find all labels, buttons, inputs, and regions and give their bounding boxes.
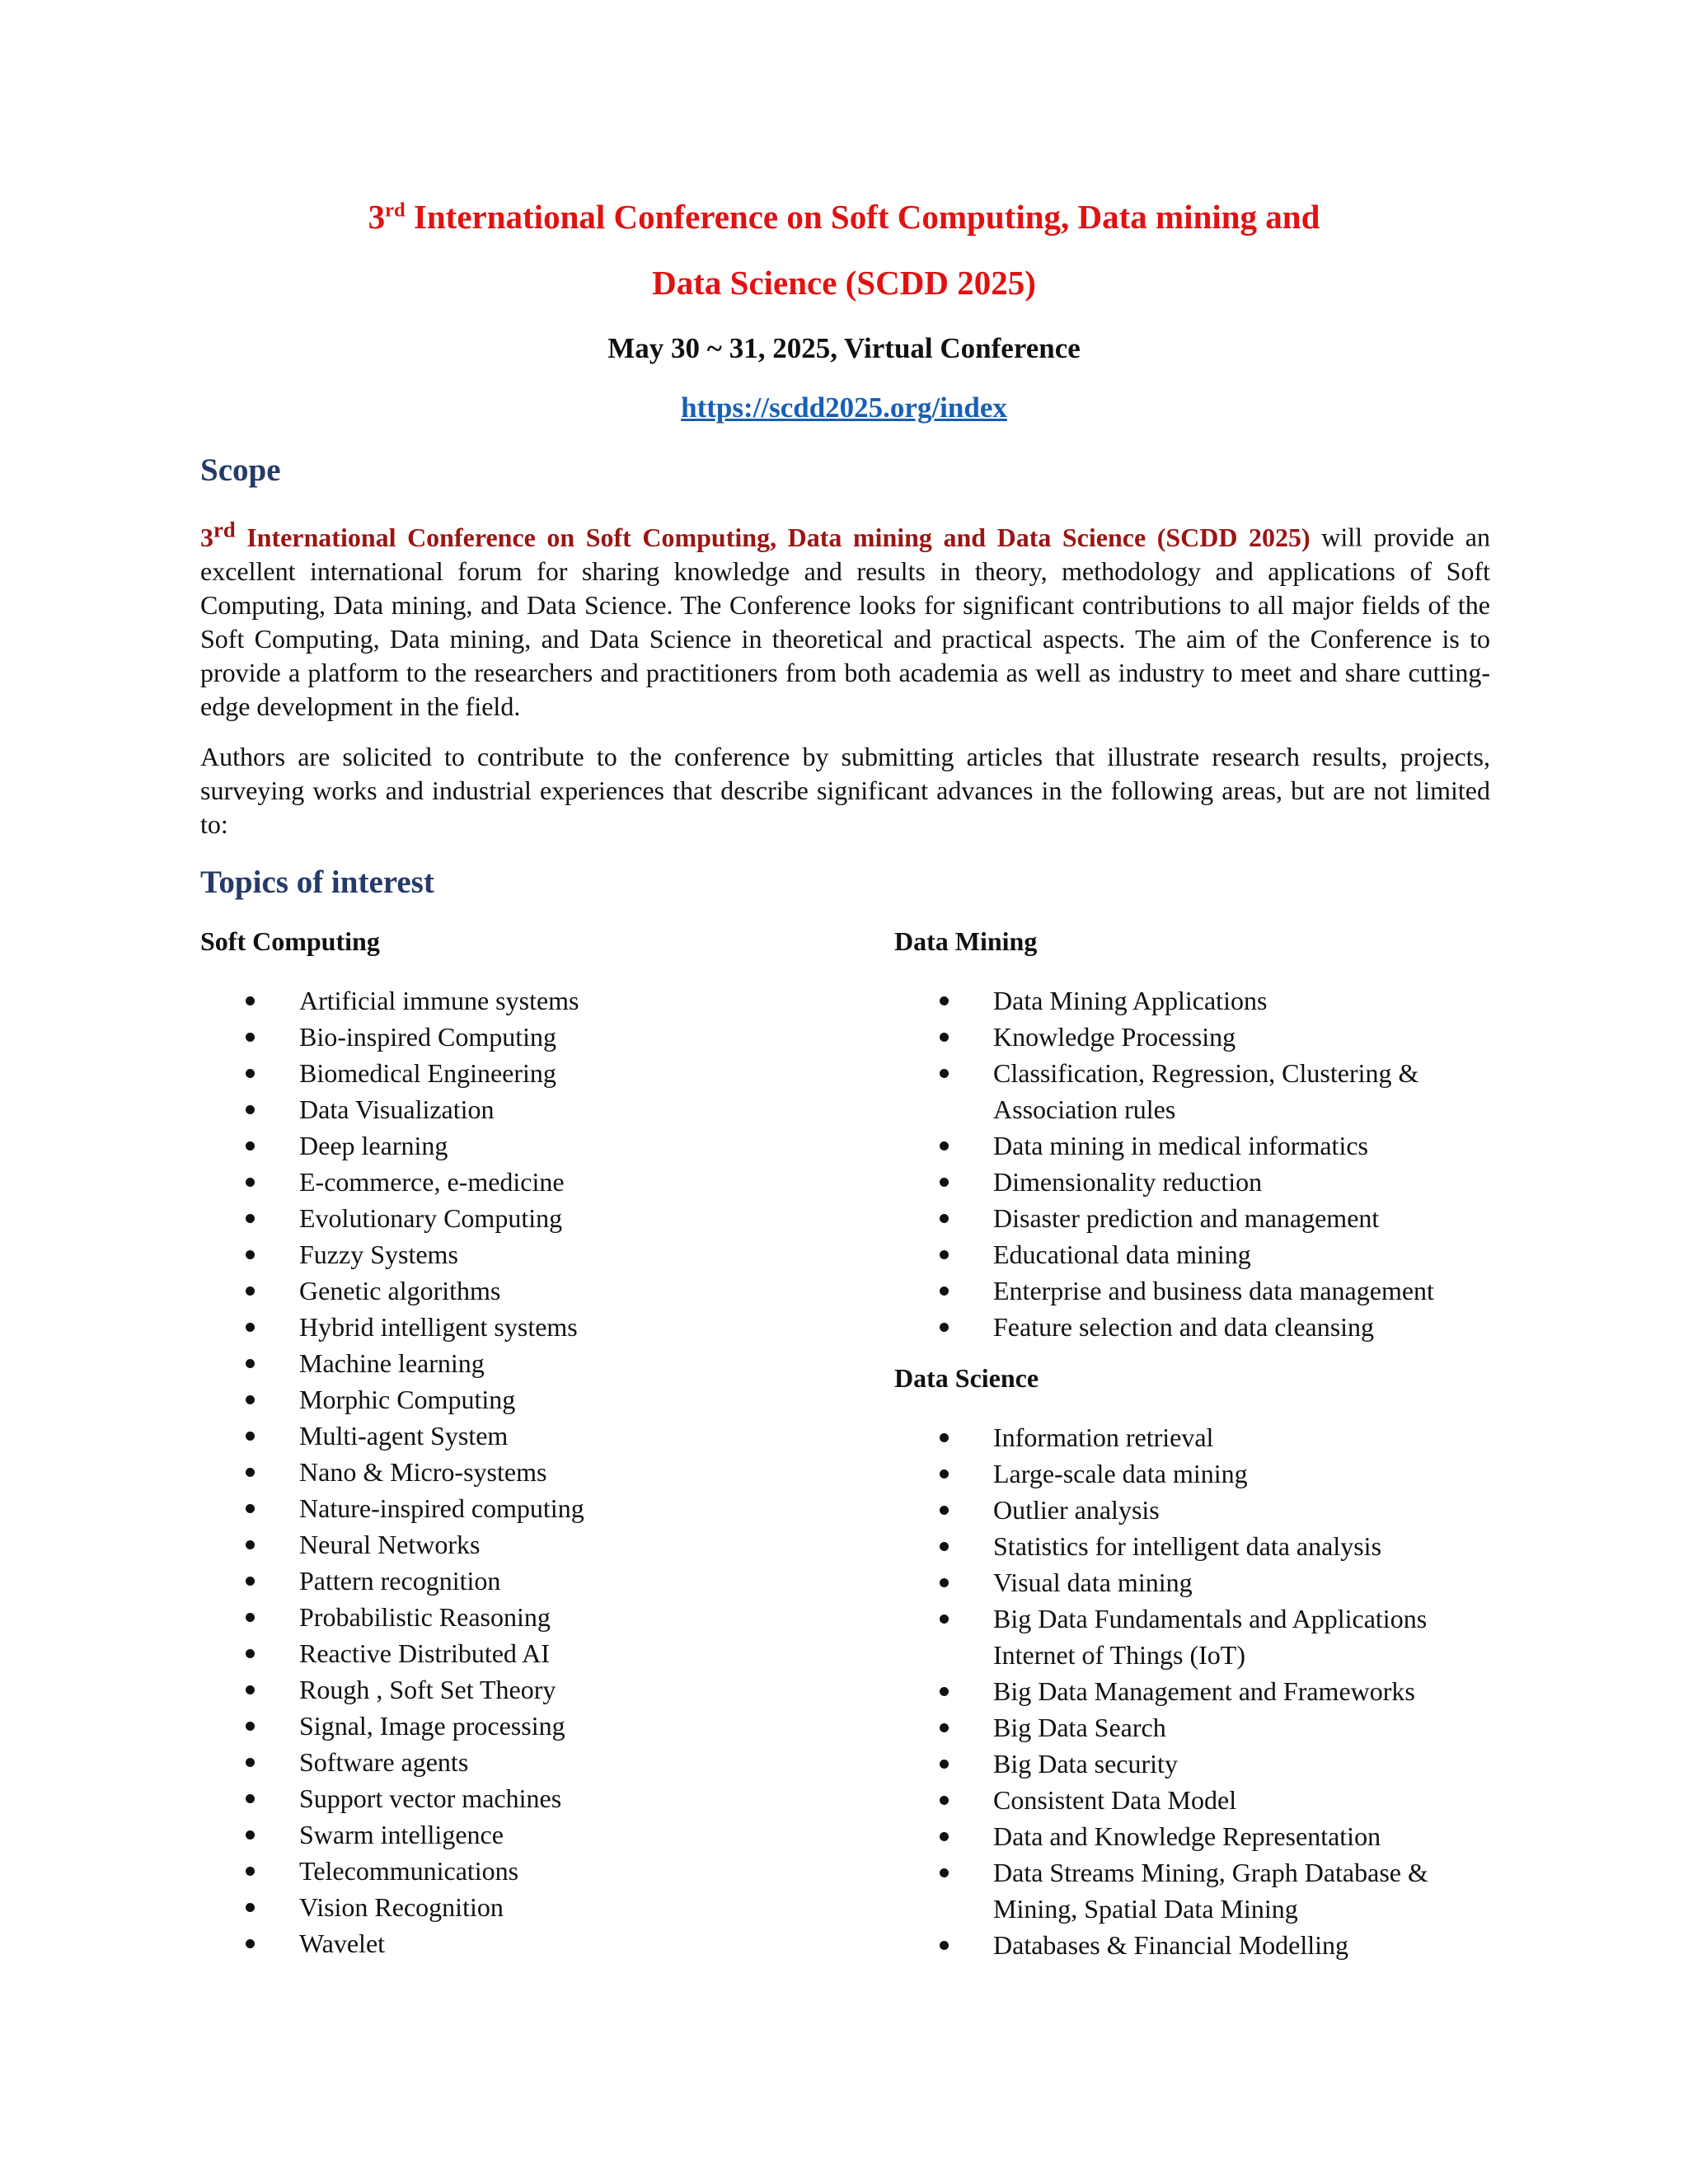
- list-item: [894, 1854, 1488, 1927]
- topic-item-text: Big Data Management and Frameworks: [993, 1676, 1415, 1706]
- topic-item-text: Deep learning: [299, 1131, 448, 1160]
- topic-item-text: Big Data security: [993, 1749, 1178, 1779]
- list-item: [200, 1272, 827, 1309]
- list-item: [894, 982, 1488, 1019]
- lead-ordinal: 3: [200, 522, 213, 552]
- topic-item-text: Artificial immune systems: [299, 986, 579, 1015]
- list-item: [200, 1454, 827, 1490]
- topic-item-text: Pattern recognition: [299, 1566, 501, 1596]
- list-item: [200, 1127, 827, 1164]
- scope-lead: [200, 517, 1311, 552]
- topic-item-text: Hybrid intelligent systems: [299, 1312, 578, 1342]
- topic-item-text: Fuzzy Systems: [299, 1240, 458, 1269]
- topic-item-text: Telecommunications: [299, 1856, 519, 1886]
- topic-item-text: Nature-inspired computing: [299, 1493, 584, 1523]
- topic-item-text: E-commerce, e-medicine: [299, 1167, 565, 1197]
- conference-title-line-2: Data Science (SCDD 2025): [652, 264, 1036, 302]
- list-item: [894, 1309, 1488, 1345]
- list-item: [894, 1236, 1488, 1272]
- topic-item-text: Feature selection and data cleansing: [993, 1312, 1375, 1342]
- topic-item-text: Bio-inspired Computing: [299, 1022, 556, 1052]
- topic-item-text: Enterprise and business data management: [993, 1276, 1434, 1305]
- topic-item-text: Morphic Computing: [299, 1385, 516, 1414]
- topic-item-text: Swarm intelligence: [299, 1820, 504, 1849]
- list-item: [200, 1925, 827, 1961]
- list-item: [894, 1019, 1488, 1055]
- topic-item-text: Genetic algorithms: [299, 1276, 501, 1305]
- list-item: [894, 1272, 1488, 1309]
- list-item: [894, 1127, 1488, 1164]
- topic-item-text: Big Data Search: [993, 1713, 1166, 1742]
- list-item: [200, 1744, 827, 1780]
- list-item: [894, 1200, 1488, 1236]
- topic-item-text: Data Visualization: [299, 1094, 495, 1124]
- topic-item-text: Support vector machines: [299, 1783, 562, 1813]
- title-ordinal-suffix: rd: [385, 199, 406, 222]
- list-item: [894, 1746, 1488, 1782]
- topic-item-text: Knowledge Processing: [993, 1022, 1236, 1052]
- list-item: [894, 1492, 1488, 1528]
- list-item: [200, 1780, 827, 1816]
- topic-item-text: Mining, Spatial Data Mining: [993, 1894, 1298, 1924]
- authors-paragraph: Authors are solicited to contribute to the conference by submitting articles that illustrate research results, projects, surveying works and industrial experiences that describe significant advances in the following areas, but are not limited to:: [200, 742, 1490, 839]
- topic-item-text: Educational data mining: [993, 1240, 1251, 1269]
- topic-item-text: Probabilistic Reasoning: [299, 1602, 551, 1632]
- list-item: [894, 1709, 1488, 1746]
- list-item: [200, 1635, 827, 1671]
- data-mining-list: [894, 982, 1488, 1345]
- topic-item-text: Large-scale data mining: [993, 1459, 1248, 1488]
- data-science-heading: Data Science: [894, 1363, 1039, 1393]
- topics-heading: Topics of interest: [200, 865, 434, 900]
- topic-item-text: Statistics for intelligent data analysis: [993, 1531, 1382, 1561]
- topic-item-text: Data and Knowledge Representation: [993, 1821, 1381, 1851]
- list-item: [200, 1708, 827, 1744]
- topic-item-text: Reactive Distributed AI: [299, 1638, 550, 1668]
- list-item: [200, 1200, 827, 1236]
- topic-item-text: Association rules: [993, 1094, 1176, 1124]
- topic-item-text: Databases & Financial Modelling: [993, 1930, 1349, 1960]
- lead-ordinal-suffix: rd: [213, 517, 236, 541]
- list-item: [200, 1345, 827, 1381]
- topic-item-text: Biomedical Engineering: [299, 1058, 556, 1088]
- topic-item-text: Information retrieval: [993, 1422, 1214, 1452]
- topic-item-text: Multi-agent System: [299, 1421, 509, 1451]
- list-item: [894, 1818, 1488, 1854]
- scope-body-text: will provide an excellent international forum for sharing knowledge and results in theory, methodology and applications of Soft Computing, Data mining, and Data Science. The Conference looks for significant contributions to all major fields of the Soft Computing, Data mining, and Data Science in theoretical and practical aspects. The aim of the Conference is to provide a platform to the researchers and practitioners from both academia as well as industry to meet and share cutting-edge development in the field.: [200, 522, 1490, 721]
- topic-item-text: Machine learning: [299, 1348, 485, 1378]
- topic-item-text: Outlier analysis: [993, 1495, 1160, 1525]
- list-item: [200, 1490, 827, 1526]
- topic-item-text: Data Mining Applications: [993, 986, 1268, 1015]
- list-item: [200, 1853, 827, 1889]
- topic-item-text: Disaster prediction and management: [993, 1203, 1380, 1233]
- data-mining-heading: Data Mining: [894, 926, 1038, 956]
- list-item: [894, 1927, 1488, 1963]
- list-item: [200, 1816, 827, 1853]
- list-item: [894, 1055, 1488, 1127]
- list-item: [200, 982, 827, 1019]
- scope-heading: Scope: [200, 452, 281, 488]
- list-item: [200, 1563, 827, 1599]
- list-item: [894, 1601, 1488, 1673]
- list-item: [200, 1671, 827, 1708]
- lead-text: International Conference on Soft Computing, Data mining and Data Science (SCDD 2025): [235, 522, 1311, 552]
- topic-item-text: Software agents: [299, 1747, 469, 1777]
- title-ordinal: 3: [368, 198, 386, 236]
- topic-item-text: Rough , Soft Set Theory: [299, 1675, 556, 1704]
- topic-item-text: Nano & Micro-systems: [299, 1457, 547, 1487]
- topic-item-text: Wavelet: [299, 1929, 386, 1958]
- list-item: [894, 1673, 1488, 1709]
- conference-url-line: [0, 389, 1688, 427]
- list-item: [200, 1599, 827, 1635]
- topic-item-text: Signal, Image processing: [299, 1711, 565, 1741]
- list-item: [894, 1419, 1488, 1455]
- conference-title-line-1: [0, 196, 1688, 237]
- list-item: [200, 1019, 827, 1055]
- list-item: [200, 1381, 827, 1418]
- topic-item-text: Consistent Data Model: [993, 1785, 1237, 1815]
- scope-paragraph: [200, 513, 1490, 724]
- soft-computing-list: [200, 982, 827, 1961]
- topic-item-text: Data mining in medical informatics: [993, 1131, 1368, 1160]
- topic-item-text: Neural Networks: [299, 1530, 481, 1559]
- list-item: [200, 1889, 827, 1925]
- list-item: [894, 1564, 1488, 1601]
- list-item: [200, 1091, 827, 1127]
- list-item: [200, 1418, 827, 1454]
- topic-item-text: Internet of Things (IoT): [993, 1640, 1245, 1670]
- topic-item-text: Visual data mining: [993, 1568, 1193, 1597]
- topic-item-text: Big Data Fundamentals and Applications: [993, 1604, 1428, 1633]
- topic-item-text: Data Streams Mining, Graph Database &: [993, 1858, 1428, 1887]
- conference-dates: May 30 ~ 31, 2025, Virtual Conference: [607, 332, 1081, 364]
- title-text-1: International Conference on Soft Computing, Data mining and: [405, 198, 1320, 236]
- data-science-list: [894, 1419, 1488, 1963]
- list-item: [200, 1164, 827, 1200]
- topic-item-text: Evolutionary Computing: [299, 1203, 563, 1233]
- conference-url-link[interactable]: https://scdd2025.org/index: [681, 391, 1007, 424]
- topic-item-text: Classification, Regression, Clustering &: [993, 1058, 1419, 1088]
- list-item: [894, 1455, 1488, 1492]
- list-item: [894, 1164, 1488, 1200]
- topic-item-text: Vision Recognition: [299, 1892, 504, 1922]
- list-item: [894, 1782, 1488, 1818]
- list-item: [894, 1528, 1488, 1564]
- list-item: [200, 1236, 827, 1272]
- soft-computing-heading: Soft Computing: [200, 926, 380, 956]
- list-item: [200, 1055, 827, 1091]
- list-item: [200, 1309, 827, 1345]
- list-item: [200, 1526, 827, 1563]
- topic-item-text: Dimensionality reduction: [993, 1167, 1263, 1197]
